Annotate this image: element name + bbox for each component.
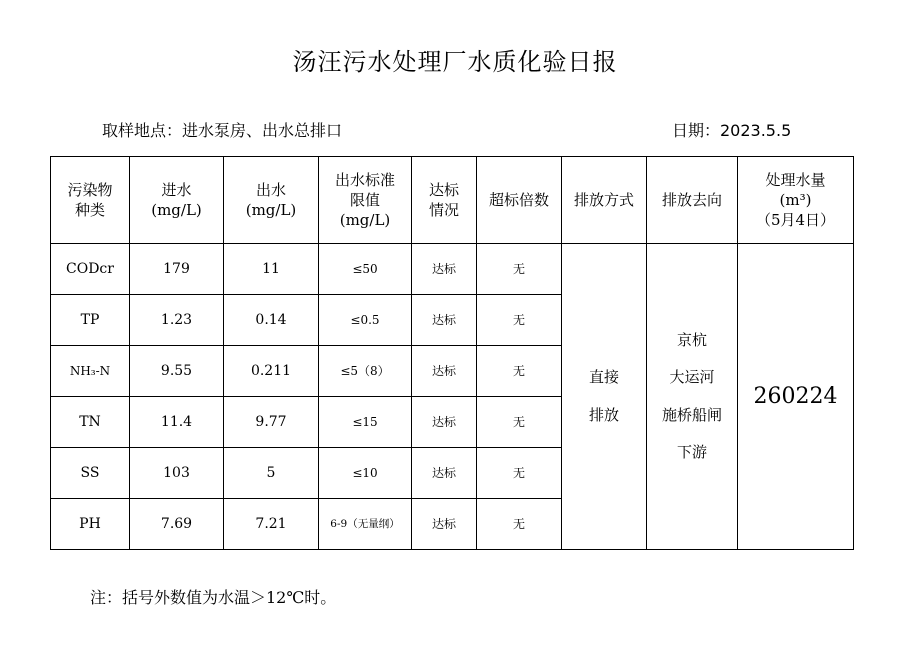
cell-effluent: 11 (224, 244, 319, 295)
report-date: 日期：2023.5.5 (672, 121, 792, 140)
cell-pollutant: TN (51, 397, 130, 448)
cell-compliance: 达标 (412, 244, 477, 295)
cell-compliance: 达标 (412, 448, 477, 499)
cell-compliance: 达标 (412, 397, 477, 448)
discharge-dest-line1: 京杭 (676, 330, 707, 349)
header-compliance (412, 157, 477, 244)
cell-effluent: 0.14 (224, 295, 319, 346)
header-pollutant-line2: 种类 (74, 201, 105, 219)
cell-effluent: 5 (224, 448, 319, 499)
cell-exceed: 无 (477, 397, 562, 448)
header-influent-line1: 进水 (161, 180, 192, 199)
cell-exceed: 无 (477, 346, 562, 397)
cell-influent: 7.69 (130, 499, 224, 550)
cell-exceed: 无 (477, 295, 562, 346)
cell-compliance: 达标 (412, 295, 477, 346)
cell-limit: ≤10 (319, 448, 412, 499)
header-limit (319, 157, 412, 244)
cell-effluent: 0.211 (224, 346, 319, 397)
cell-influent: 103 (130, 448, 224, 499)
header-volume-line3: （5月4日） (755, 211, 836, 230)
cell-compliance: 达标 (412, 346, 477, 397)
discharge-dest-line4: 下游 (676, 443, 707, 461)
header-influent (130, 157, 224, 244)
cell-exceed: 无 (477, 499, 562, 550)
discharge-method-line1: 直接 (588, 368, 619, 386)
cell-influent: 11.4 (130, 397, 224, 448)
cell-influent: 1.23 (130, 295, 224, 346)
table-header-row (51, 157, 854, 244)
cell-exceed: 无 (477, 448, 562, 499)
cell-discharge-dest (647, 244, 738, 550)
footnote: 注：括号外数值为水温＞12℃时。 (90, 588, 337, 607)
water-quality-table (50, 156, 854, 550)
cell-pollutant: TP (51, 295, 130, 346)
cell-limit: ≤50 (319, 244, 412, 295)
header-limit-line1: 出水标准 (334, 170, 395, 189)
header-limit-line2: 限值 (349, 190, 380, 209)
header-volume (738, 157, 854, 244)
header-influent-line2: (mg/L) (151, 201, 202, 219)
header-pollutant (51, 157, 130, 244)
discharge-dest-line3: 施桥船闸 (661, 405, 722, 424)
header-effluent-line2: (mg/L) (245, 201, 297, 219)
header-volume-line2: (m³) (779, 190, 812, 209)
cell-influent: 9.55 (130, 346, 224, 397)
cell-limit: ≤15 (319, 397, 412, 448)
discharge-method-line2: 排放 (588, 405, 619, 424)
cell-pollutant: PH (51, 499, 130, 550)
header-effluent (224, 157, 319, 244)
cell-discharge-method (562, 244, 647, 550)
discharge-dest-line2: 大运河 (669, 368, 715, 386)
header-discharge-method: 排放方式 (562, 157, 647, 244)
table-row (51, 244, 854, 295)
cell-influent: 179 (130, 244, 224, 295)
header-compliance-line2: 情况 (428, 201, 459, 219)
cell-compliance: 达标 (412, 499, 477, 550)
header-compliance-line1: 达标 (428, 180, 459, 199)
cell-limit: 6-9（无量纲） (319, 499, 412, 550)
header-limit-line3: (mg/L) (339, 211, 391, 230)
header-pollutant-line1: 污染物 (67, 180, 113, 199)
cell-exceed: 无 (477, 244, 562, 295)
header-effluent-line1: 出水 (255, 180, 286, 199)
sampling-location: 取样地点：进水泵房、出水总排口 (102, 121, 343, 140)
header-exceed: 超标倍数 (477, 157, 562, 244)
report-title: 汤汪污水处理厂水质化验日报 (292, 48, 618, 76)
cell-limit: ≤5（8） (319, 346, 412, 397)
header-volume-line1: 处理水量 (765, 170, 826, 189)
cell-pollutant: CODcr (51, 244, 130, 295)
cell-pollutant: NH₃-N (51, 346, 130, 397)
cell-effluent: 9.77 (224, 397, 319, 448)
cell-volume: 260224 (738, 244, 854, 550)
cell-limit: ≤0.5 (319, 295, 412, 346)
cell-pollutant: SS (51, 448, 130, 499)
cell-effluent: 7.21 (224, 499, 319, 550)
header-discharge-dest: 排放去向 (647, 157, 738, 244)
